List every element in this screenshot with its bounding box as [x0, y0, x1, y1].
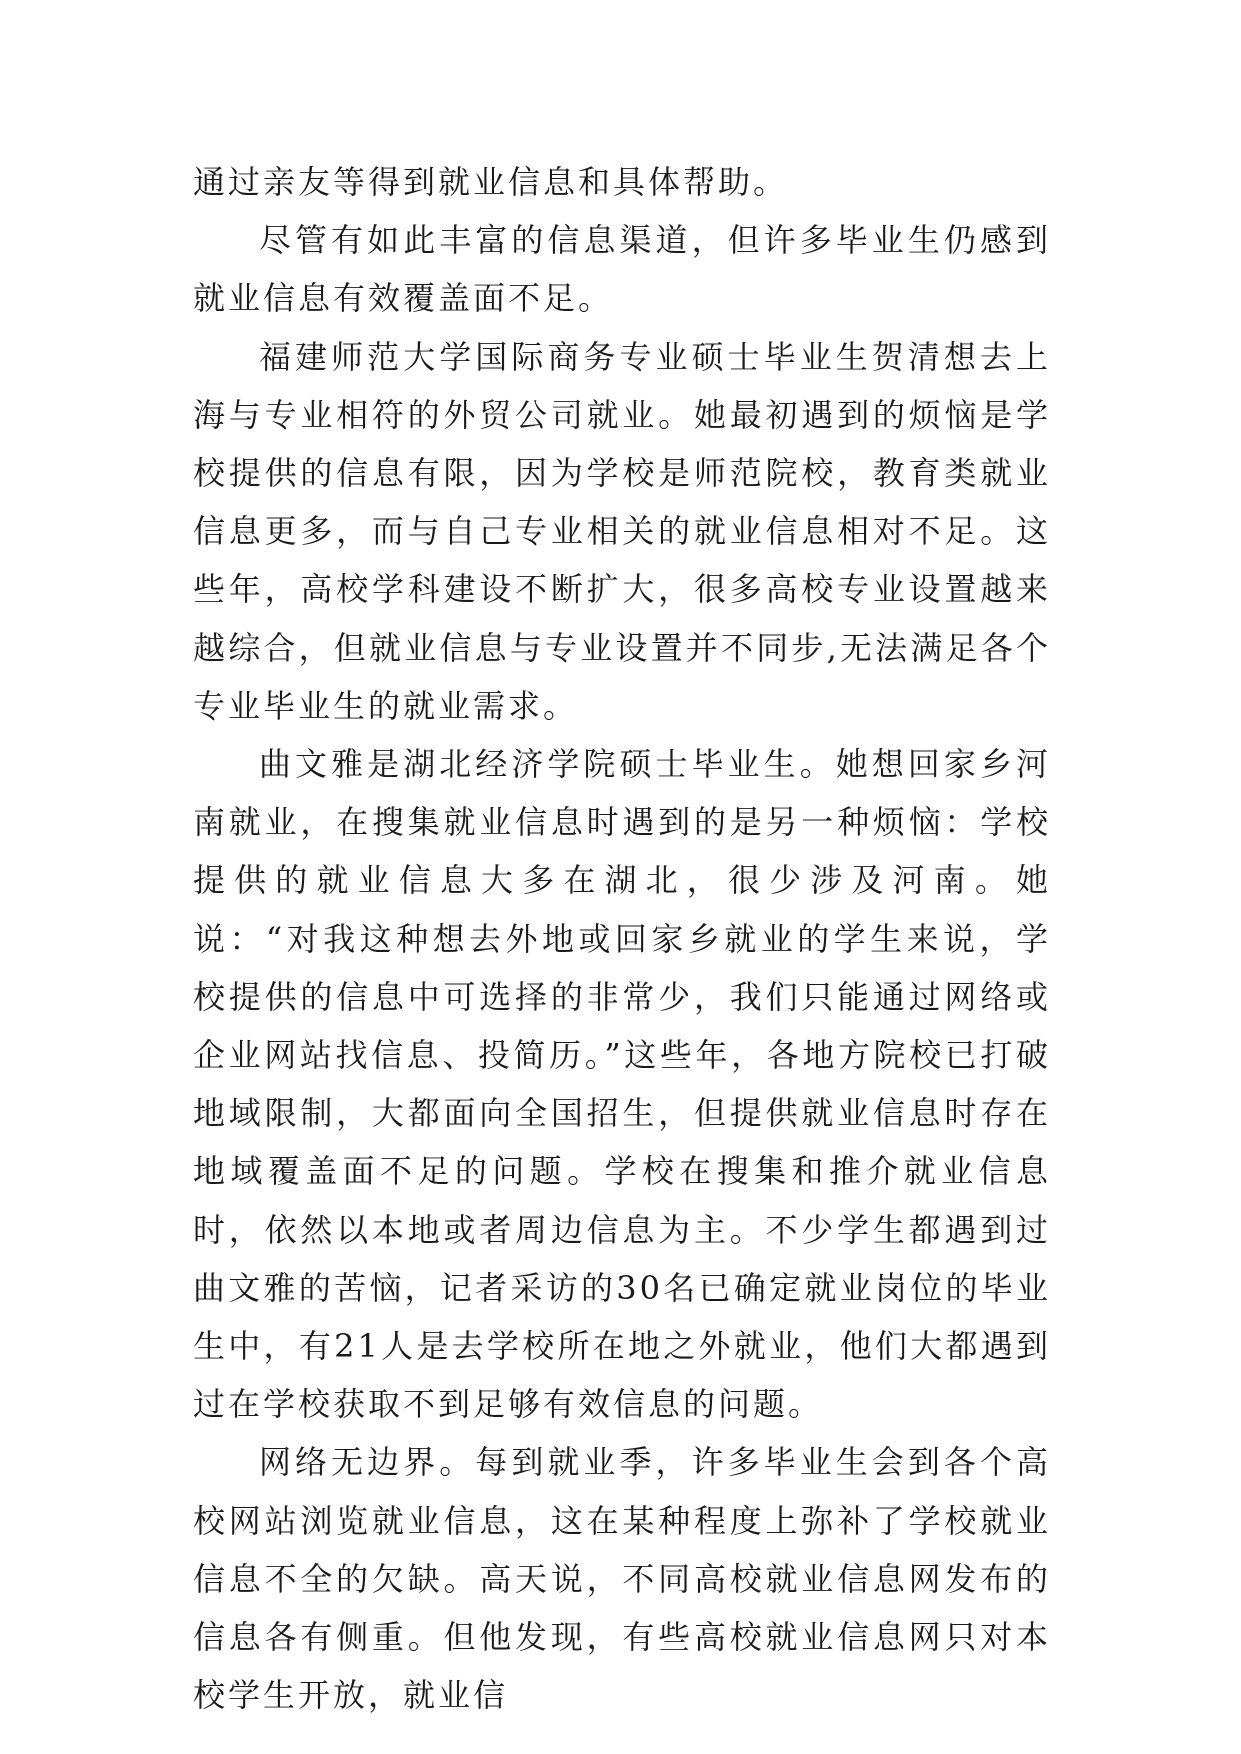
body-text	[193, 153, 1051, 1724]
paragraph: 曲文雅是湖北经济学院硕士毕业生。她想回家乡河南就业，在搜集就业信息时遇到的是另一种烦恼：学校提供的就业信息大多在湖北，很少涉及河南。她说：“对我这种想去外地或回家乡就业的学生来说，学校提供的信息中可选择的非常少，我们只能通过网络或企业网站找信息、投简历。”这些年，各地方院校已打破地域限制，大都面向全国招生，但提供就业信息时存在地域覆盖面不足的问题。学校在搜集和推介就业信息时，依然以本地或者周边信息为主。不少学生都遇到过曲文雅的苦恼，记者采访的30名已确定就业岗位的毕业生中，有21人是去学校所在地之外就业，他们大都遇到过在学校获取不到足够有效信息的问题。	[193, 745, 1051, 1424]
paragraph: 福建师范大学国际商务专业硕士毕业生贺清想去上海与专业相符的外贸公司就业。她最初遇到的烦恼是学校提供的信息有限，因为学校是师范院校，教育类就业信息更多，而与自己专业相关的就业信息相对不足。这些年，高校学科建设不断扩大，很多高校专业设置越来越综合，但就业信息与专业设置并不同步,无法满足各个专业毕业生的就业需求。	[193, 337, 1051, 725]
paragraph-continued: 通过亲友等得到就业信息和具体帮助。	[193, 163, 789, 201]
paragraph: 尽管有如此丰富的信息渠道，但许多毕业生仍感到就业信息有效覆盖面不足。	[193, 221, 1051, 318]
paragraph: 网络无边界。每到就业季，许多毕业生会到各个高校网站浏览就业信息，这在某种程度上弥补了学校就业信息不全的欠缺。高天说，不同高校就业信息网发布的信息各有侧重。但他发现，有些高校就业信息网只对本校学生开放，就业信	[193, 1443, 1051, 1715]
